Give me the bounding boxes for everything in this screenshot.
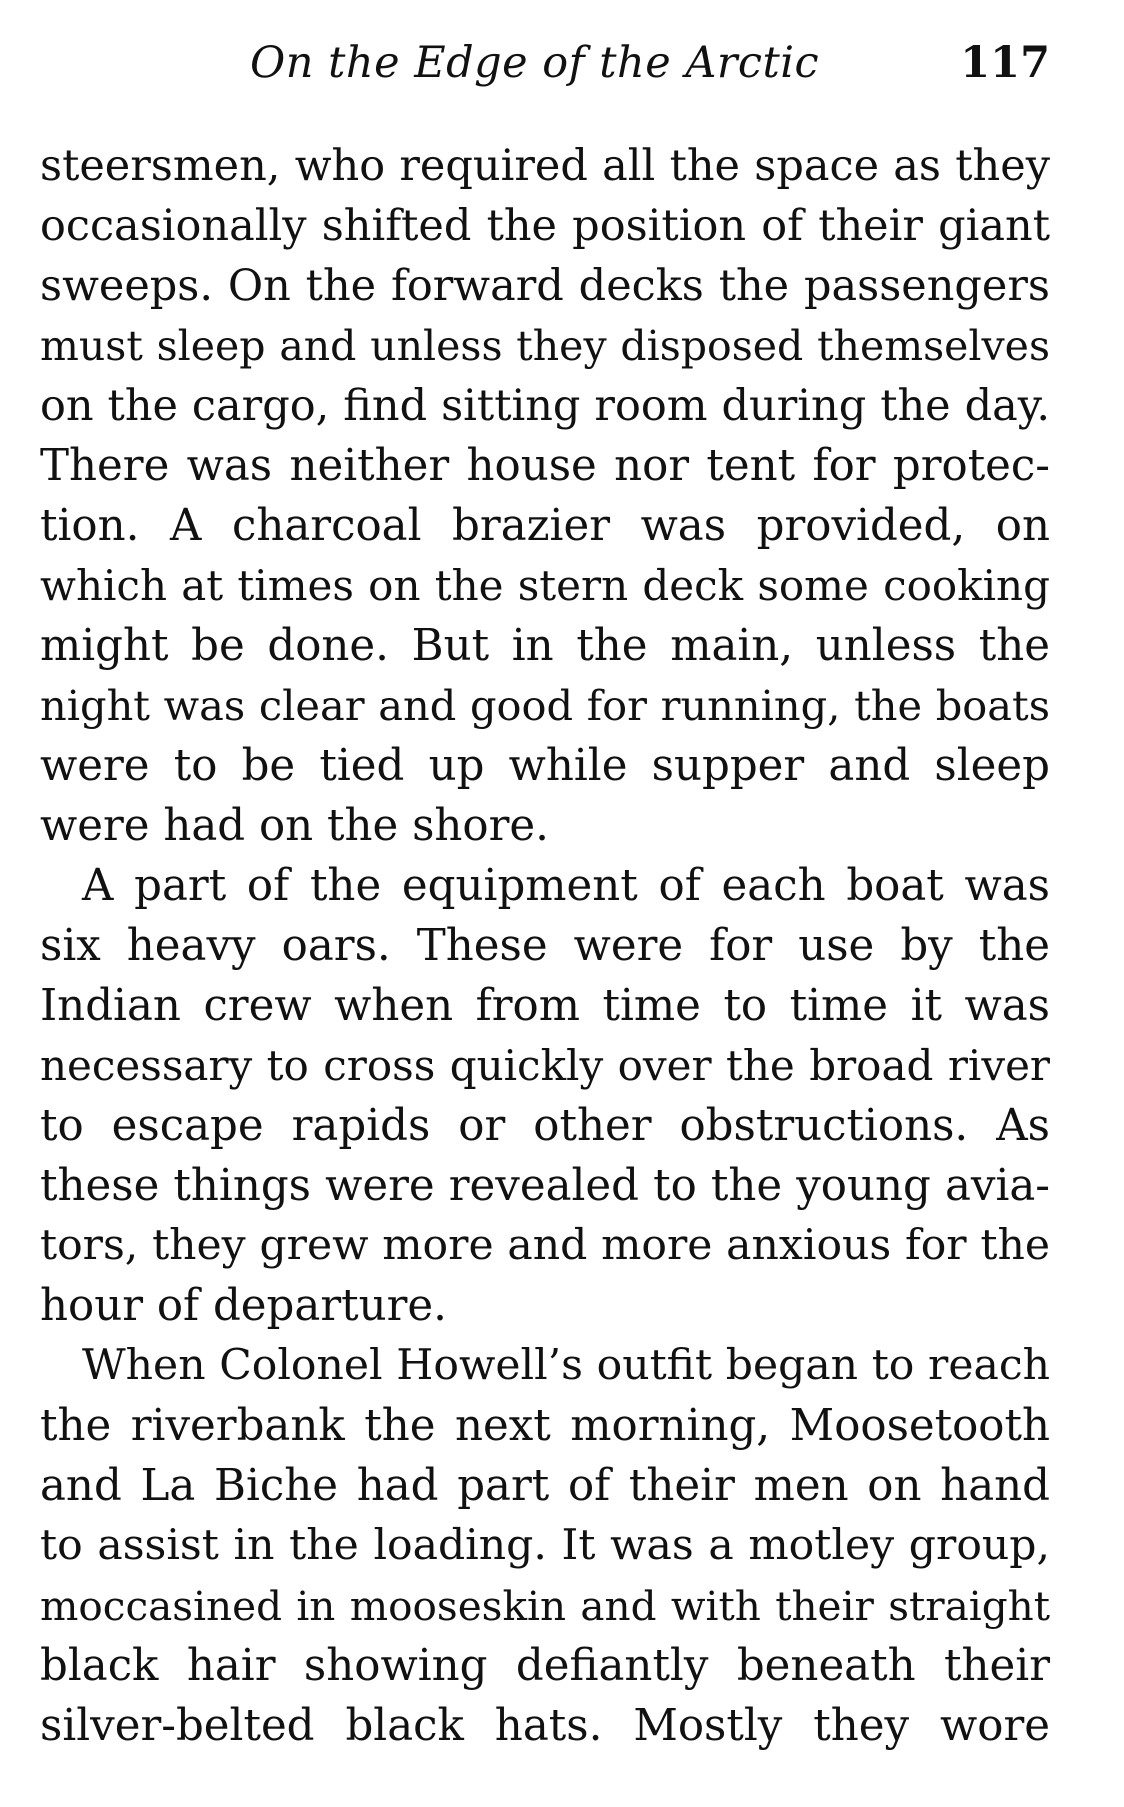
body-text bbox=[40, 136, 1050, 1756]
text-line: six heavy oars. These were for use by the bbox=[40, 921, 1050, 971]
text-line: tors, they grew more and more anxious for the bbox=[40, 1221, 1050, 1270]
text-line: to assist in the loading. It was a motley group, bbox=[40, 1521, 1050, 1570]
text-line: occasionally shifted the position of their giant bbox=[40, 201, 1050, 251]
text-line: Indian crew when from time to time it was bbox=[40, 981, 1050, 1031]
text-line: tion. A charcoal brazier was provided, on bbox=[40, 501, 1050, 551]
text-line: and La Biche had part of their men on hand bbox=[40, 1461, 1050, 1511]
text-line: black hair showing defiantly beneath their bbox=[40, 1641, 1050, 1691]
text-line: might be done. But in the main, unless the bbox=[40, 621, 1050, 671]
page-number: 117 bbox=[960, 38, 1050, 88]
text-line: sweeps. On the forward decks the passengers bbox=[40, 261, 1050, 311]
running-title: On the Edge of the Arctic bbox=[250, 38, 820, 88]
text-line: night was clear and good for running, the boats bbox=[40, 681, 1050, 730]
paragraph-end-line: hour of departure. bbox=[40, 1281, 447, 1331]
text-line: must sleep and unless they disposed themselves bbox=[40, 322, 1050, 370]
text-line: There was neither house nor tent for protec- bbox=[40, 441, 1050, 491]
page-header bbox=[40, 30, 1050, 90]
text-line: moccasined in mooseskin and with their straight bbox=[40, 1582, 1050, 1630]
text-line: steersmen, who required all the space as they bbox=[40, 141, 1050, 191]
text-line: were to be tied up while supper and sleep bbox=[40, 741, 1050, 791]
text-line: silver-belted black hats. Mostly they wore bbox=[40, 1701, 1050, 1751]
paragraph-first-line: When Colonel Howell’s outfit began to reach bbox=[82, 1341, 1050, 1390]
text-line: these things were revealed to the young avia- bbox=[40, 1161, 1050, 1211]
text-line: to escape rapids or other obstructions. As bbox=[40, 1101, 1050, 1151]
text-line: which at times on the stern deck some cooking bbox=[40, 561, 1050, 610]
paragraph-first-line: A part of the equipment of each boat was bbox=[82, 861, 1050, 911]
text-line: necessary to cross quickly over the broad river bbox=[40, 1041, 1050, 1090]
text-line: on the cargo, find sitting room during the day. bbox=[40, 381, 1050, 431]
text-line: the riverbank the next morning, Moosetooth bbox=[40, 1401, 1050, 1451]
paragraph-end-line: were had on the shore. bbox=[40, 801, 549, 851]
